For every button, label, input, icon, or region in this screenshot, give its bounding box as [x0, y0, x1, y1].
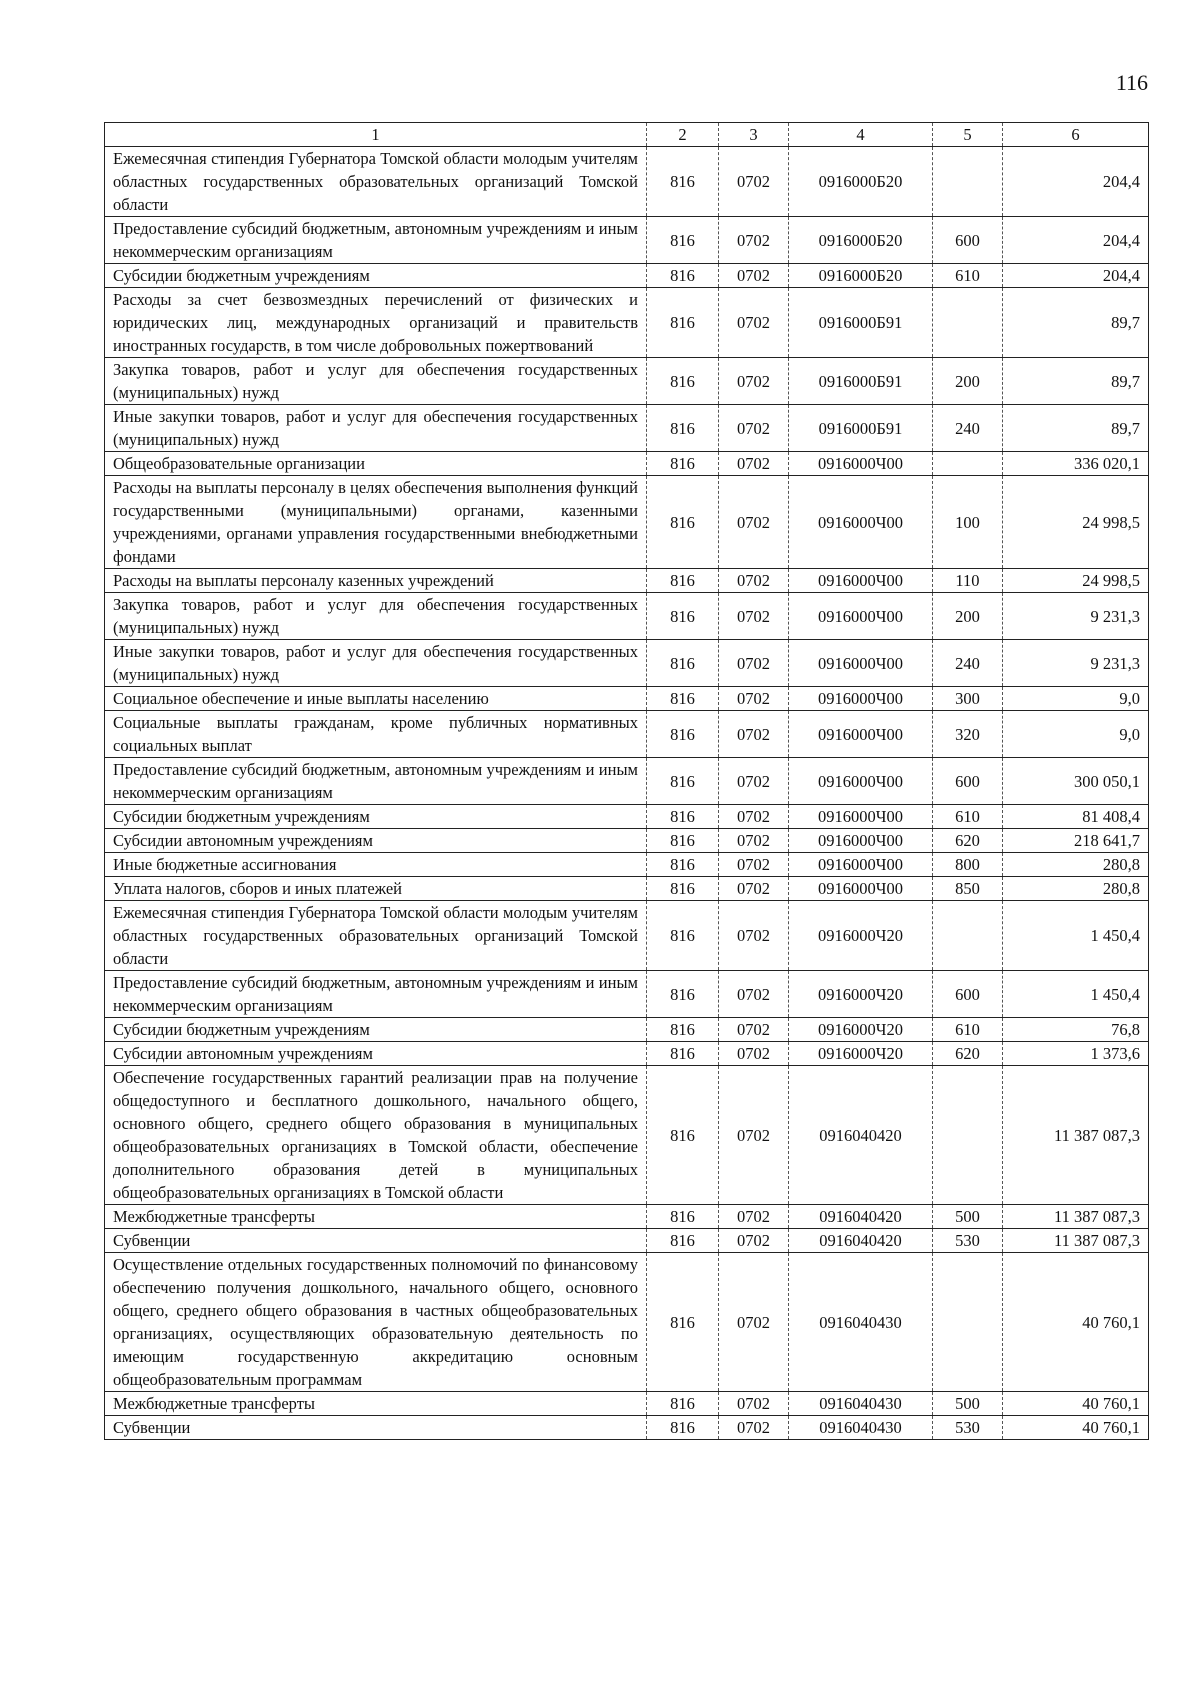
expense-type-cell: 600: [933, 217, 1003, 264]
ministry-code-cell: 816: [647, 971, 719, 1018]
column-header: 2: [647, 123, 719, 147]
table-row: [105, 569, 1149, 593]
column-header: 1: [105, 123, 647, 147]
expense-type-cell: 620: [933, 1042, 1003, 1066]
expense-type-cell: 530: [933, 1229, 1003, 1253]
table-row: [105, 405, 1149, 452]
section-code-cell: 0702: [719, 853, 789, 877]
column-header: 3: [719, 123, 789, 147]
table-row: [105, 147, 1149, 217]
amount-cell: 9,0: [1003, 687, 1149, 711]
target-article-cell: 0916000Б91: [789, 405, 933, 452]
target-article-cell: 0916000Ч20: [789, 901, 933, 971]
amount-cell: 11 387 087,3: [1003, 1205, 1149, 1229]
ministry-code-cell: 816: [647, 829, 719, 853]
section-code-cell: 0702: [719, 1066, 789, 1205]
target-article-cell: 0916040420: [789, 1066, 933, 1205]
row-name-cell: Расходы на выплаты персоналу казенных учреждений: [105, 569, 647, 593]
table-row: [105, 1416, 1149, 1440]
row-name-cell: Субсидии автономным учреждениям: [105, 1042, 647, 1066]
amount-cell: 76,8: [1003, 1018, 1149, 1042]
amount-cell: 40 760,1: [1003, 1253, 1149, 1392]
ministry-code-cell: 816: [647, 405, 719, 452]
amount-cell: 11 387 087,3: [1003, 1229, 1149, 1253]
amount-cell: 204,4: [1003, 147, 1149, 217]
column-header: 6: [1003, 123, 1149, 147]
table-row: [105, 853, 1149, 877]
section-code-cell: 0702: [719, 1042, 789, 1066]
ministry-code-cell: 816: [647, 569, 719, 593]
table-row: [105, 452, 1149, 476]
amount-cell: 204,4: [1003, 264, 1149, 288]
section-code-cell: 0702: [719, 877, 789, 901]
ministry-code-cell: 816: [647, 593, 719, 640]
amount-cell: 1 373,6: [1003, 1042, 1149, 1066]
row-name-cell: Ежемесячная стипендия Губернатора Томской области молодым учителям областных государственных образовательных организаций Томской области: [105, 147, 647, 217]
row-name-cell: Межбюджетные трансферты: [105, 1205, 647, 1229]
expense-type-cell: 500: [933, 1392, 1003, 1416]
amount-cell: 24 998,5: [1003, 569, 1149, 593]
expense-type-cell: [933, 147, 1003, 217]
row-name-cell: Иные бюджетные ассигнования: [105, 853, 647, 877]
target-article-cell: 0916000Б20: [789, 147, 933, 217]
ministry-code-cell: 816: [647, 1253, 719, 1392]
target-article-cell: 0916000Б20: [789, 217, 933, 264]
section-code-cell: 0702: [719, 901, 789, 971]
expense-type-cell: [933, 452, 1003, 476]
row-name-cell: Социальное обеспечение и иные выплаты населению: [105, 687, 647, 711]
section-code-cell: 0702: [719, 452, 789, 476]
row-name-cell: Субсидии бюджетным учреждениям: [105, 1018, 647, 1042]
section-code-cell: 0702: [719, 476, 789, 569]
expense-type-cell: 110: [933, 569, 1003, 593]
expense-type-cell: 200: [933, 358, 1003, 405]
expense-type-cell: 530: [933, 1416, 1003, 1440]
ministry-code-cell: 816: [647, 217, 719, 264]
amount-cell: 81 408,4: [1003, 805, 1149, 829]
ministry-code-cell: 816: [647, 1042, 719, 1066]
expense-type-cell: 620: [933, 829, 1003, 853]
ministry-code-cell: 816: [647, 1392, 719, 1416]
row-name-cell: Социальные выплаты гражданам, кроме публичных нормативных социальных выплат: [105, 711, 647, 758]
amount-cell: 336 020,1: [1003, 452, 1149, 476]
section-code-cell: 0702: [719, 147, 789, 217]
expense-type-cell: [933, 1253, 1003, 1392]
amount-cell: 40 760,1: [1003, 1392, 1149, 1416]
target-article-cell: 0916000Ч20: [789, 1018, 933, 1042]
column-header: 5: [933, 123, 1003, 147]
amount-cell: 280,8: [1003, 853, 1149, 877]
expense-type-cell: 610: [933, 264, 1003, 288]
target-article-cell: 0916000Ч00: [789, 877, 933, 901]
target-article-cell: 0916000Ч00: [789, 687, 933, 711]
table-row: [105, 758, 1149, 805]
row-name-cell: Межбюджетные трансферты: [105, 1392, 647, 1416]
row-name-cell: Обеспечение государственных гарантий реализации прав на получение общедоступного и бесплатного дошкольного, начального общего, основного общего, среднего общего образования в муниципальных общеобразовательных организациях в Томской области, обеспечение дополнительного образования детей в муниципальных общеобразовательных организациях в Томской области: [105, 1066, 647, 1205]
amount-cell: 9,0: [1003, 711, 1149, 758]
ministry-code-cell: 816: [647, 758, 719, 805]
ministry-code-cell: 816: [647, 901, 719, 971]
ministry-code-cell: 816: [647, 687, 719, 711]
expense-type-cell: 200: [933, 593, 1003, 640]
amount-cell: 40 760,1: [1003, 1416, 1149, 1440]
ministry-code-cell: 816: [647, 1205, 719, 1229]
target-article-cell: 0916000Ч00: [789, 805, 933, 829]
ministry-code-cell: 816: [647, 1018, 719, 1042]
amount-cell: 89,7: [1003, 405, 1149, 452]
target-article-cell: 0916000Ч20: [789, 1042, 933, 1066]
table-row: [105, 687, 1149, 711]
table-row: [105, 805, 1149, 829]
target-article-cell: 0916040430: [789, 1253, 933, 1392]
amount-cell: 11 387 087,3: [1003, 1066, 1149, 1205]
expense-type-cell: 300: [933, 687, 1003, 711]
table-row: [105, 593, 1149, 640]
row-name-cell: Уплата налогов, сборов и иных платежей: [105, 877, 647, 901]
section-code-cell: 0702: [719, 217, 789, 264]
table-row: [105, 901, 1149, 971]
expense-type-cell: 610: [933, 805, 1003, 829]
target-article-cell: 0916000Ч20: [789, 971, 933, 1018]
section-code-cell: 0702: [719, 264, 789, 288]
target-article-cell: 0916040420: [789, 1205, 933, 1229]
table-body: [105, 147, 1149, 1440]
expense-type-cell: [933, 288, 1003, 358]
target-article-cell: 0916000Ч00: [789, 829, 933, 853]
table-row: [105, 1205, 1149, 1229]
section-code-cell: 0702: [719, 1416, 789, 1440]
section-code-cell: 0702: [719, 640, 789, 687]
section-code-cell: 0702: [719, 758, 789, 805]
ministry-code-cell: 816: [647, 358, 719, 405]
row-name-cell: Осуществление отдельных государственных полномочий по финансовому обеспечению получения дошкольного, начального общего, основного общего, среднего общего образования в частных общеобразовательных организациях, осуществляющих образовательную деятельность по имеющим государственную аккредитацию основным общеобразовательным программам: [105, 1253, 647, 1392]
section-code-cell: 0702: [719, 1229, 789, 1253]
amount-cell: 218 641,7: [1003, 829, 1149, 853]
table-row: [105, 829, 1149, 853]
expense-type-cell: 100: [933, 476, 1003, 569]
ministry-code-cell: 816: [647, 264, 719, 288]
table-row: [105, 217, 1149, 264]
expense-type-cell: 850: [933, 877, 1003, 901]
section-code-cell: 0702: [719, 711, 789, 758]
target-article-cell: 0916000Б20: [789, 264, 933, 288]
amount-cell: 204,4: [1003, 217, 1149, 264]
table-row: [105, 1253, 1149, 1392]
row-name-cell: Расходы на выплаты персоналу в целях обеспечения выполнения функций государственными (муниципальными) органами, казенными учреждениями, органами управления государственными внебюджетными фондами: [105, 476, 647, 569]
section-code-cell: 0702: [719, 687, 789, 711]
ministry-code-cell: 816: [647, 640, 719, 687]
expense-type-cell: 320: [933, 711, 1003, 758]
section-code-cell: 0702: [719, 1392, 789, 1416]
amount-cell: 89,7: [1003, 358, 1149, 405]
section-code-cell: 0702: [719, 288, 789, 358]
section-code-cell: 0702: [719, 829, 789, 853]
ministry-code-cell: 816: [647, 147, 719, 217]
expense-type-cell: [933, 1066, 1003, 1205]
table-row: [105, 264, 1149, 288]
amount-cell: 9 231,3: [1003, 593, 1149, 640]
table-row: [105, 711, 1149, 758]
table-row: [105, 288, 1149, 358]
column-header: 4: [789, 123, 933, 147]
row-name-cell: Иные закупки товаров, работ и услуг для обеспечения государственных (муниципальных) нужд: [105, 640, 647, 687]
row-name-cell: Субсидии бюджетным учреждениям: [105, 264, 647, 288]
section-code-cell: 0702: [719, 1018, 789, 1042]
table-row: [105, 1392, 1149, 1416]
row-name-cell: Общеобразовательные организации: [105, 452, 647, 476]
target-article-cell: 0916000Ч00: [789, 593, 933, 640]
target-article-cell: 0916000Б91: [789, 358, 933, 405]
expense-type-cell: 240: [933, 405, 1003, 452]
header-row: [105, 123, 1149, 147]
table-row: [105, 971, 1149, 1018]
row-name-cell: Предоставление субсидий бюджетным, автономным учреждениям и иным некоммерческим организациям: [105, 971, 647, 1018]
section-code-cell: 0702: [719, 1205, 789, 1229]
ministry-code-cell: 816: [647, 853, 719, 877]
section-code-cell: 0702: [719, 569, 789, 593]
expense-type-cell: 600: [933, 971, 1003, 1018]
ministry-code-cell: 816: [647, 877, 719, 901]
section-code-cell: 0702: [719, 358, 789, 405]
amount-cell: 24 998,5: [1003, 476, 1149, 569]
section-code-cell: 0702: [719, 405, 789, 452]
table-row: [105, 1018, 1149, 1042]
row-name-cell: Расходы за счет безвозмездных перечислений от физических и юридических лиц, международных организаций и правительств иностранных государств, в том числе добровольных пожертвований: [105, 288, 647, 358]
target-article-cell: 0916000Б91: [789, 288, 933, 358]
row-name-cell: Предоставление субсидий бюджетным, автономным учреждениям и иным некоммерческим организациям: [105, 758, 647, 805]
amount-cell: 1 450,4: [1003, 901, 1149, 971]
expense-type-cell: 500: [933, 1205, 1003, 1229]
target-article-cell: 0916000Ч00: [789, 569, 933, 593]
target-article-cell: 0916000Ч00: [789, 758, 933, 805]
table-row: [105, 877, 1149, 901]
expense-type-cell: 610: [933, 1018, 1003, 1042]
table-row: [105, 1042, 1149, 1066]
row-name-cell: Закупка товаров, работ и услуг для обеспечения государственных (муниципальных) нужд: [105, 593, 647, 640]
budget-table: [104, 122, 1149, 1440]
target-article-cell: 0916000Ч00: [789, 853, 933, 877]
ministry-code-cell: 816: [647, 805, 719, 829]
target-article-cell: 0916000Ч00: [789, 476, 933, 569]
row-name-cell: Ежемесячная стипендия Губернатора Томской области молодым учителям областных государственных образовательных организаций Томской области: [105, 901, 647, 971]
row-name-cell: Субсидии автономным учреждениям: [105, 829, 647, 853]
amount-cell: 280,8: [1003, 877, 1149, 901]
table-row: [105, 640, 1149, 687]
table-row: [105, 1229, 1149, 1253]
row-name-cell: Иные закупки товаров, работ и услуг для обеспечения государственных (муниципальных) нужд: [105, 405, 647, 452]
row-name-cell: Субвенции: [105, 1229, 647, 1253]
ministry-code-cell: 816: [647, 452, 719, 476]
expense-type-cell: [933, 901, 1003, 971]
row-name-cell: Субсидии бюджетным учреждениям: [105, 805, 647, 829]
amount-cell: 9 231,3: [1003, 640, 1149, 687]
table-row: [105, 476, 1149, 569]
section-code-cell: 0702: [719, 1253, 789, 1392]
target-article-cell: 0916000Ч00: [789, 452, 933, 476]
target-article-cell: 0916000Ч00: [789, 640, 933, 687]
row-name-cell: Субвенции: [105, 1416, 647, 1440]
section-code-cell: 0702: [719, 971, 789, 1018]
expense-type-cell: 240: [933, 640, 1003, 687]
row-name-cell: Предоставление субсидий бюджетным, автономным учреждениям и иным некоммерческим организациям: [105, 217, 647, 264]
amount-cell: 1 450,4: [1003, 971, 1149, 1018]
amount-cell: 300 050,1: [1003, 758, 1149, 805]
page-number: 116: [1115, 70, 1148, 95]
ministry-code-cell: 816: [647, 288, 719, 358]
target-article-cell: 0916040430: [789, 1416, 933, 1440]
section-code-cell: 0702: [719, 805, 789, 829]
amount-cell: 89,7: [1003, 288, 1149, 358]
ministry-code-cell: 816: [647, 1066, 719, 1205]
table-row: [105, 358, 1149, 405]
target-article-cell: 0916040420: [789, 1229, 933, 1253]
target-article-cell: 0916040430: [789, 1392, 933, 1416]
ministry-code-cell: 816: [647, 1229, 719, 1253]
table-row: [105, 1066, 1149, 1205]
ministry-code-cell: 816: [647, 1416, 719, 1440]
section-code-cell: 0702: [719, 593, 789, 640]
row-name-cell: Закупка товаров, работ и услуг для обеспечения государственных (муниципальных) нужд: [105, 358, 647, 405]
ministry-code-cell: 816: [647, 476, 719, 569]
expense-type-cell: 600: [933, 758, 1003, 805]
ministry-code-cell: 816: [647, 711, 719, 758]
expense-type-cell: 800: [933, 853, 1003, 877]
target-article-cell: 0916000Ч00: [789, 711, 933, 758]
